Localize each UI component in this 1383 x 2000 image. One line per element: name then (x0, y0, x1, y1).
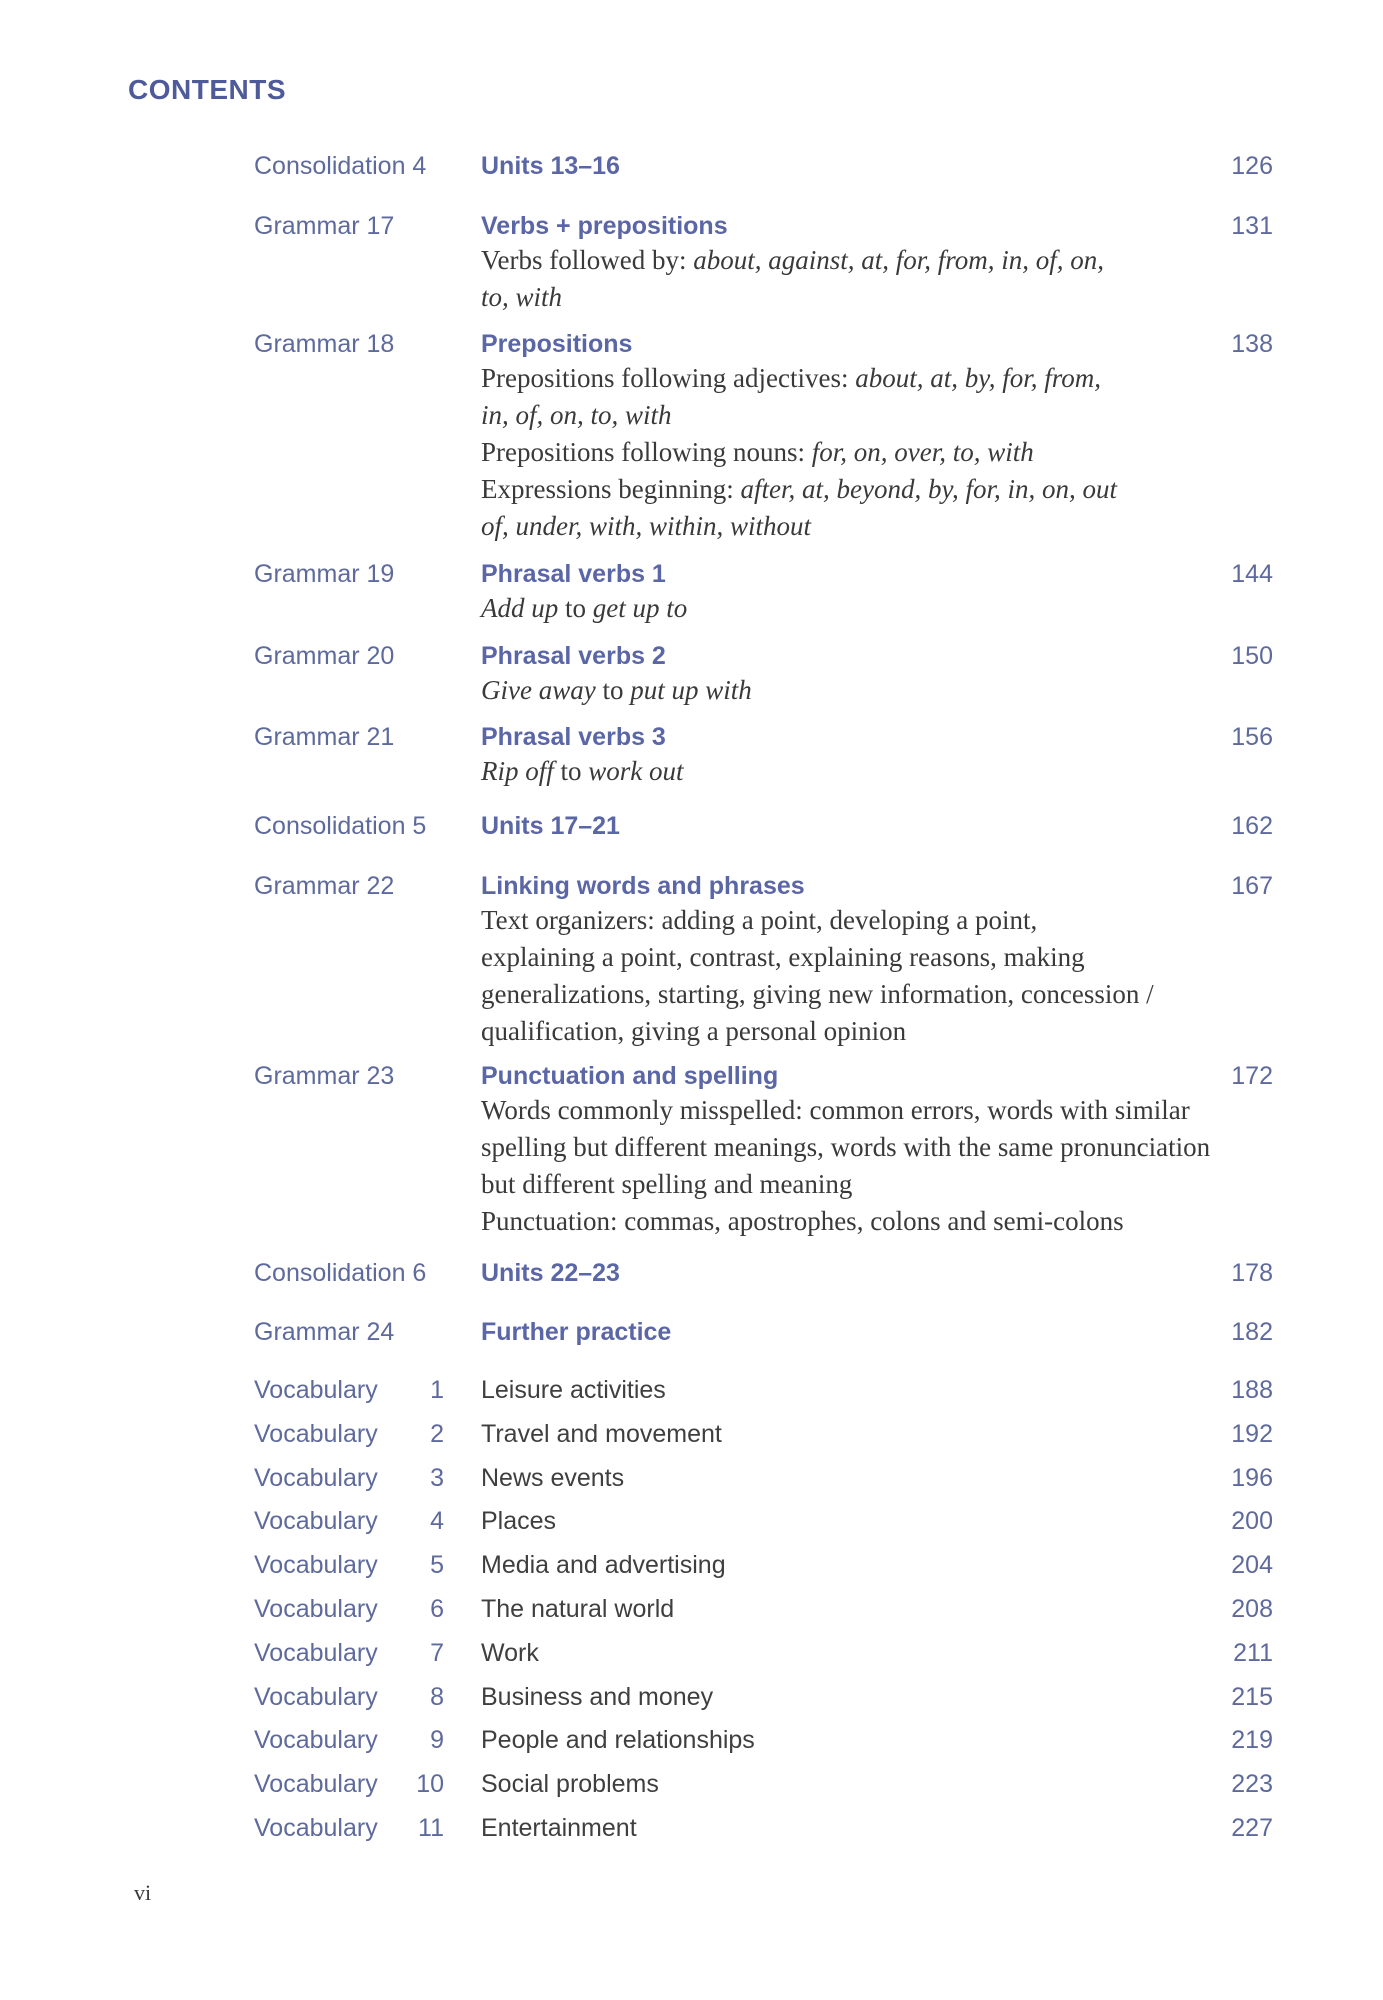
vocabulary-title[interactable]: The natural world (481, 1595, 675, 1623)
description-segment: Prepositions following nouns: (481, 437, 812, 467)
description-segment: generalizations, starting, giving new information, concession / (481, 979, 1154, 1009)
entry-description (481, 590, 1271, 627)
vocabulary-title[interactable]: People and relationships (481, 1726, 755, 1755)
vocabulary-page-number: 188 (1231, 1376, 1273, 1404)
vocabulary-label: Vocabulary (254, 1726, 378, 1755)
entry-page-number: 150 (1231, 642, 1273, 670)
vocabulary-page-number: 223 (1231, 1770, 1273, 1799)
description-line (481, 360, 1271, 397)
vocabulary-page-number: 215 (1231, 1682, 1273, 1711)
vocabulary-title[interactable]: Business and money (481, 1682, 714, 1711)
entry-page-number: 131 (1231, 212, 1273, 240)
vocabulary-number: 11 (418, 1814, 444, 1842)
description-line (481, 939, 1271, 976)
description-line (481, 279, 1271, 316)
description-segment: Prepositions following adjectives: (481, 363, 856, 393)
description-segment: about, against, at, for, from, in, of, on, (693, 245, 1105, 275)
description-line (481, 902, 1271, 939)
vocabulary-number: 2 (430, 1419, 444, 1448)
vocabulary-title[interactable]: News events (481, 1463, 625, 1492)
description-segment: after, at, beyond, by, for, in, on, out (740, 474, 1117, 504)
entry-label: Consolidation 6 (254, 1259, 427, 1287)
description-line (481, 508, 1271, 545)
description-line (481, 672, 1271, 709)
entry-label: Grammar 18 (254, 330, 395, 358)
description-segment: to (558, 593, 593, 623)
entry-page-number: 178 (1231, 1259, 1273, 1287)
description-segment: spelling but different meanings, words with the same pronunciation (481, 1132, 1211, 1162)
vocabulary-page-number: 219 (1231, 1726, 1273, 1755)
entry-title[interactable]: Phrasal verbs 1 (481, 560, 666, 588)
vocabulary-title[interactable]: Work (481, 1638, 539, 1667)
entry-label: Grammar 23 (254, 1062, 395, 1090)
description-line (481, 1013, 1271, 1050)
description-segment: Punctuation: commas, apostrophes, colons and semi-colons (481, 1206, 1124, 1236)
description-line (481, 434, 1271, 471)
description-line (481, 1166, 1271, 1203)
description-line (481, 1203, 1271, 1240)
vocabulary-page-number: 204 (1231, 1551, 1273, 1580)
entry-page-number: 162 (1231, 812, 1273, 840)
entry-label: Consolidation 5 (254, 812, 427, 840)
vocabulary-number: 8 (430, 1682, 444, 1711)
vocabulary-number: 1 (430, 1376, 444, 1404)
entry-label: Grammar 19 (254, 560, 395, 588)
entry-description (481, 242, 1271, 316)
entry-title[interactable]: Phrasal verbs 2 (481, 642, 666, 670)
description-line (481, 397, 1271, 434)
vocabulary-label: Vocabulary (254, 1419, 378, 1448)
entry-description (481, 753, 1271, 790)
entry-title[interactable]: Linking words and phrases (481, 872, 805, 900)
vocabulary-number: 3 (430, 1463, 444, 1492)
description-segment: for, on, over, to, with (811, 437, 1034, 467)
entry-description (481, 1092, 1271, 1240)
description-segment: to (595, 675, 631, 705)
description-segment: to (553, 756, 589, 786)
description-segment: put up with (630, 675, 752, 705)
vocabulary-number: 9 (430, 1726, 444, 1755)
description-line (481, 1129, 1271, 1166)
description-line (481, 753, 1271, 790)
entry-title[interactable]: Units 22–23 (481, 1259, 620, 1287)
entry-label: Grammar 17 (254, 212, 395, 240)
entry-page-number: 172 (1231, 1062, 1273, 1090)
description-segment: Give away (481, 675, 596, 705)
description-line (481, 1092, 1271, 1129)
vocabulary-number: 7 (430, 1638, 444, 1667)
vocabulary-title[interactable]: Entertainment (481, 1814, 637, 1842)
description-segment: Add up (481, 593, 559, 623)
entry-description (481, 672, 1271, 709)
entry-label: Grammar 24 (254, 1318, 395, 1346)
vocabulary-label: Vocabulary (254, 1463, 378, 1492)
page-title: CONTENTS (128, 74, 286, 105)
vocabulary-title[interactable]: Travel and movement (481, 1419, 722, 1448)
description-line (481, 590, 1271, 627)
vocabulary-number: 10 (416, 1770, 444, 1799)
description-segment: about, at, by, for, from, (855, 363, 1101, 393)
vocabulary-title[interactable]: Media and advertising (481, 1551, 726, 1580)
entry-label: Grammar 20 (254, 642, 395, 670)
vocabulary-title[interactable]: Social problems (481, 1770, 659, 1799)
description-line (481, 976, 1271, 1013)
description-segment: in, of, on, to, with (481, 400, 672, 430)
entry-title[interactable]: Units 17–21 (481, 812, 620, 840)
description-segment: Words commonly misspelled: common errors, words with similar (481, 1095, 1190, 1125)
entry-page-number: 167 (1231, 872, 1273, 900)
vocabulary-page-number: 211 (1233, 1638, 1273, 1667)
description-segment: work out (588, 756, 684, 786)
entry-description (481, 360, 1271, 545)
vocabulary-label: Vocabulary (254, 1551, 378, 1580)
entry-label: Grammar 22 (254, 872, 395, 900)
description-segment: Rip off (481, 756, 554, 786)
entry-page-number: 182 (1231, 1318, 1273, 1346)
entry-title[interactable]: Further practice (481, 1318, 672, 1346)
description-segment: explaining a point, contrast, explaining reasons, making (481, 942, 1085, 972)
description-segment: to, with (481, 282, 563, 312)
entry-title[interactable]: Units 13–16 (481, 152, 620, 180)
vocabulary-label: Vocabulary (254, 1682, 378, 1711)
vocabulary-number: 6 (430, 1595, 444, 1623)
description-segment: Text organizers: adding a point, developing a point, (481, 905, 1038, 935)
vocabulary-page-number: 192 (1231, 1419, 1273, 1448)
vocabulary-page-number: 200 (1231, 1507, 1273, 1536)
vocabulary-label: Vocabulary (254, 1595, 378, 1623)
entry-description (481, 902, 1271, 1050)
entry-page-number: 126 (1231, 152, 1273, 180)
entry-page-number: 138 (1231, 330, 1273, 358)
entry-title[interactable]: Verbs + prepositions (481, 212, 728, 240)
vocabulary-title[interactable]: Places (481, 1507, 557, 1536)
vocabulary-label: Vocabulary (254, 1376, 378, 1404)
description-line (481, 242, 1271, 279)
description-segment: get up to (592, 593, 688, 623)
entry-page-number: 156 (1231, 723, 1273, 751)
description-segment: Verbs followed by: (481, 245, 694, 275)
vocabulary-label: Vocabulary (254, 1770, 378, 1799)
vocabulary-number: 5 (430, 1551, 444, 1580)
vocabulary-label: Vocabulary (254, 1507, 378, 1536)
description-segment: qualification, giving a personal opinion (481, 1016, 907, 1046)
vocabulary-label: Vocabulary (254, 1814, 378, 1842)
entry-label: Grammar 21 (254, 723, 395, 751)
vocabulary-label: Vocabulary (254, 1638, 378, 1667)
description-segment: Expressions beginning: (481, 474, 741, 504)
description-segment: of, under, with, within, without (481, 511, 812, 541)
entry-title[interactable]: Phrasal verbs 3 (481, 723, 666, 751)
vocabulary-number: 4 (430, 1507, 444, 1536)
entry-title[interactable]: Punctuation and spelling (481, 1062, 779, 1090)
entry-page-number: 144 (1231, 560, 1273, 588)
vocabulary-page-number: 227 (1231, 1814, 1273, 1842)
description-segment: but different spelling and meaning (481, 1169, 853, 1199)
vocabulary-page-number: 208 (1231, 1595, 1273, 1623)
vocabulary-title[interactable]: Leisure activities (481, 1376, 666, 1404)
page-number: vi (134, 1880, 152, 1905)
description-line (481, 471, 1271, 508)
entry-title[interactable]: Prepositions (481, 330, 633, 358)
entry-label: Consolidation 4 (254, 152, 427, 180)
vocabulary-page-number: 196 (1231, 1463, 1273, 1492)
